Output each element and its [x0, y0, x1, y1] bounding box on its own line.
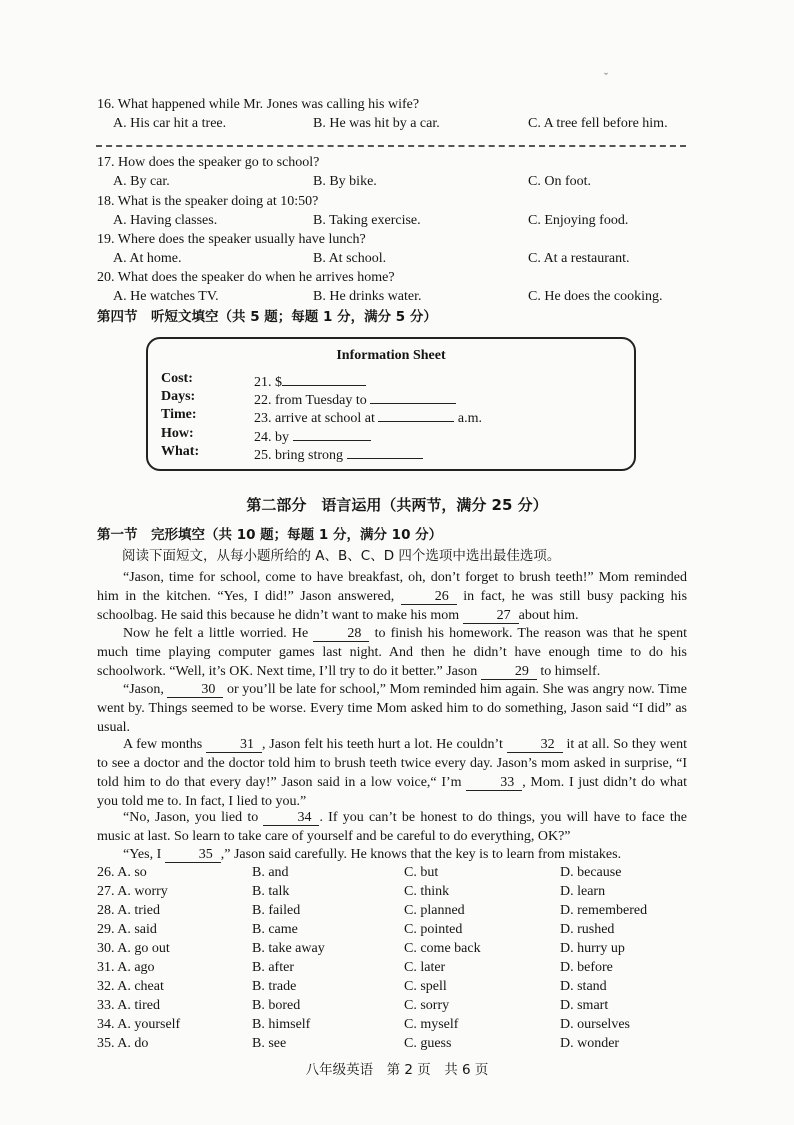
info-text-21: 21. $	[254, 375, 282, 390]
passage-text: in fact, he was still busy packing his schoolbag. He said this because he didn’t want to make his mom	[97, 589, 688, 623]
option-19c: C. At a restaurant.	[528, 251, 630, 266]
option-26c[interactable]: C. but	[404, 865, 439, 880]
option-17b: B. By bike.	[313, 174, 377, 189]
option-35a[interactable]: 35. A. do	[97, 1036, 149, 1051]
info-label-time: Time:	[161, 407, 197, 422]
passage-text: Now he felt a little worried. He	[123, 626, 309, 641]
passage-text: it at all. So they went to see a doctor and the doctor told him to brush teeth twice every day. Jason’s mom asked in surprise, “I told him to do that every day!” Jason said in a low voice,“ I’m	[97, 737, 687, 790]
option-20c: C. He does the cooking.	[528, 289, 663, 304]
option-35d[interactable]: D. wonder	[560, 1036, 620, 1051]
option-33b[interactable]: B. bored	[252, 998, 301, 1013]
option-16a: A. His car hit a tree.	[113, 116, 227, 131]
passage-paragraph-6	[97, 845, 687, 864]
passage-paragraph-4	[97, 735, 687, 811]
option-29a[interactable]: 29. A. said	[97, 922, 157, 937]
passage-text: . If you can’t be honest to do things, you will have to face the music at last. So learn to take care of yourself and be careful to do everything, OK?”	[97, 810, 688, 844]
option-31c[interactable]: C. later	[404, 960, 446, 975]
passage-text: “No, Jason, you lied to	[123, 810, 259, 825]
option-30b[interactable]: B. take away	[252, 941, 325, 956]
option-29b[interactable]: B. came	[252, 922, 298, 937]
blank-28: 28	[313, 626, 369, 642]
answer-blank-24[interactable]	[293, 426, 371, 441]
question-17: 17. How does the speaker go to school?	[97, 155, 320, 170]
passage-text: about him.	[518, 608, 579, 623]
option-28d[interactable]: D. remembered	[560, 903, 648, 918]
option-20a: A. He watches TV.	[113, 289, 219, 304]
info-unit-23: a.m.	[457, 411, 483, 426]
section4-title: 第四节 听短文填空（共 5 题；每题 1 分，满分 5 分）	[97, 309, 437, 325]
option-32b[interactable]: B. trade	[252, 979, 297, 994]
passage-text: to finish his homework. The reason was that he spent much time playing computer games last night. And then he didn’t have enough time to do his schoolwork. “Well, it’s OK. Next time, I’ll try to do it better.” Jason	[97, 626, 688, 679]
option-26a[interactable]: 26. A. so	[97, 865, 147, 880]
cloze-instruction: 阅读下面短文，从每小题所给的 A、B、C、D 四个选项中选出最佳选项。	[122, 548, 561, 564]
option-27d[interactable]: D. learn	[560, 884, 606, 899]
passage-text: ,” Jason said carefully. He knows that the key is to learn from mistakes.	[220, 847, 622, 862]
answer-blank-25[interactable]	[347, 444, 423, 459]
question-16: 16. What happened while Mr. Jones was calling his wife?	[97, 97, 420, 112]
option-28b[interactable]: B. failed	[252, 903, 301, 918]
option-32a[interactable]: 32. A. cheat	[97, 979, 164, 994]
option-26b[interactable]: B. and	[252, 865, 289, 880]
cut-line-divider	[96, 145, 686, 147]
option-19b: B. At school.	[313, 251, 387, 266]
question-18: 18. What is the speaker doing at 10:50?	[97, 194, 319, 209]
passage-paragraph-1	[97, 568, 687, 625]
option-32c[interactable]: C. spell	[404, 979, 447, 994]
option-29d[interactable]: D. rushed	[560, 922, 615, 937]
option-31b[interactable]: B. after	[252, 960, 294, 975]
option-17c: C. On foot.	[528, 174, 591, 189]
option-17a: A. By car.	[113, 174, 170, 189]
scan-speck: ˇ	[604, 70, 608, 84]
option-29c[interactable]: C. pointed	[404, 922, 463, 937]
info-text-25: 25. bring strong	[254, 448, 344, 463]
option-34c[interactable]: C. myself	[404, 1017, 459, 1032]
blank-29: 29	[481, 664, 537, 680]
option-34d[interactable]: D. ourselves	[560, 1017, 630, 1032]
blank-33: 33	[466, 775, 522, 791]
option-30a[interactable]: 30. A. go out	[97, 941, 170, 956]
info-row-21	[254, 371, 366, 391]
answer-blank-21[interactable]	[282, 371, 366, 386]
info-row-23	[254, 407, 482, 427]
passage-paragraph-5	[97, 808, 687, 846]
option-16b: B. He was hit by a car.	[313, 116, 440, 131]
option-31d[interactable]: D. before	[560, 960, 613, 975]
passage-paragraph-2	[97, 624, 687, 681]
option-31a[interactable]: 31. A. ago	[97, 960, 155, 975]
passage-paragraph-3	[97, 680, 687, 737]
blank-34: 34	[263, 810, 319, 826]
info-text-22: 22. from Tuesday to	[254, 393, 367, 408]
option-26d[interactable]: D. because	[560, 865, 622, 880]
blank-31: 31	[206, 737, 262, 753]
info-text-24: 24. by	[254, 430, 289, 445]
blank-32: 32	[507, 737, 563, 753]
option-20b: B. He drinks water.	[313, 289, 422, 304]
option-28a[interactable]: 28. A. tried	[97, 903, 160, 918]
passage-text: to himself.	[540, 664, 601, 679]
option-34b[interactable]: B. himself	[252, 1017, 311, 1032]
info-row-25	[254, 444, 423, 464]
passage-text: A few months	[123, 737, 203, 752]
info-label-days: Days:	[161, 389, 196, 404]
option-18c: C. Enjoying food.	[528, 213, 629, 228]
option-27b[interactable]: B. talk	[252, 884, 290, 899]
option-30c[interactable]: C. come back	[404, 941, 481, 956]
option-32d[interactable]: D. stand	[560, 979, 607, 994]
option-27a[interactable]: 27. A. worry	[97, 884, 168, 899]
blank-35: 35	[165, 847, 221, 863]
answer-blank-22[interactable]	[370, 389, 456, 404]
passage-text: or you’ll be late for school,” Mom reminded him again. She was angry now. Time went by. Things seemed to be worse. Every time Mom asked him to do something, Jason said “I did” as usual.	[97, 682, 688, 735]
passage-text: “Jason,	[123, 682, 164, 697]
blank-26: 26	[401, 589, 457, 605]
option-19a: A. At home.	[113, 251, 182, 266]
option-18b: B. Taking exercise.	[313, 213, 421, 228]
question-19: 19. Where does the speaker usually have lunch?	[97, 232, 366, 247]
passage-text: “Yes, I	[123, 847, 162, 862]
blank-27: 27	[463, 608, 519, 624]
option-33c[interactable]: C. sorry	[404, 998, 450, 1013]
option-16c: C. A tree fell before him.	[528, 116, 668, 131]
option-18a: A. Having classes.	[113, 213, 218, 228]
passage-text: , Jason felt his teeth hurt a lot. He couldn’t	[261, 737, 503, 752]
cloze-title: 第一节 完形填空（共 10 题；每题 1 分，满分 10 分）	[97, 527, 443, 543]
option-33d[interactable]: D. smart	[560, 998, 609, 1013]
option-28c[interactable]: C. planned	[404, 903, 465, 918]
option-33a[interactable]: 33. A. tired	[97, 998, 160, 1013]
answer-blank-23[interactable]	[378, 407, 454, 422]
page-footer: 八年级英语 第 2 页 共 6 页	[305, 1062, 489, 1078]
option-35c[interactable]: C. guess	[404, 1036, 452, 1051]
info-text-23: 23. arrive at school at	[254, 411, 375, 426]
info-row-22	[254, 389, 456, 409]
passage-text: “Jason, time for school, come to have breakfast, oh, don’t forget to brush teeth!” Mom reminded him in the kitchen. “Yes, I did!” Jason answered,	[97, 570, 687, 604]
info-label-how: How:	[161, 426, 194, 441]
blank-30: 30	[167, 682, 223, 698]
option-35b[interactable]: B. see	[252, 1036, 287, 1051]
part2-title: 第二部分 语言运用（共两节，满分 25 分）	[246, 496, 548, 514]
info-label-cost: Cost:	[161, 371, 193, 386]
option-27c[interactable]: C. think	[404, 884, 450, 899]
passage-text: , Mom. I just didn’t do what you told me to. In fact, I lied to you.”	[97, 775, 687, 809]
option-30d[interactable]: D. hurry up	[560, 941, 625, 956]
option-34a[interactable]: 34. A. yourself	[97, 1017, 181, 1032]
information-sheet	[146, 337, 636, 471]
info-sheet-title: Information Sheet	[336, 348, 446, 363]
info-row-24	[254, 426, 371, 446]
info-label-what: What:	[161, 444, 200, 459]
question-20: 20. What does the speaker do when he arrives home?	[97, 270, 395, 285]
